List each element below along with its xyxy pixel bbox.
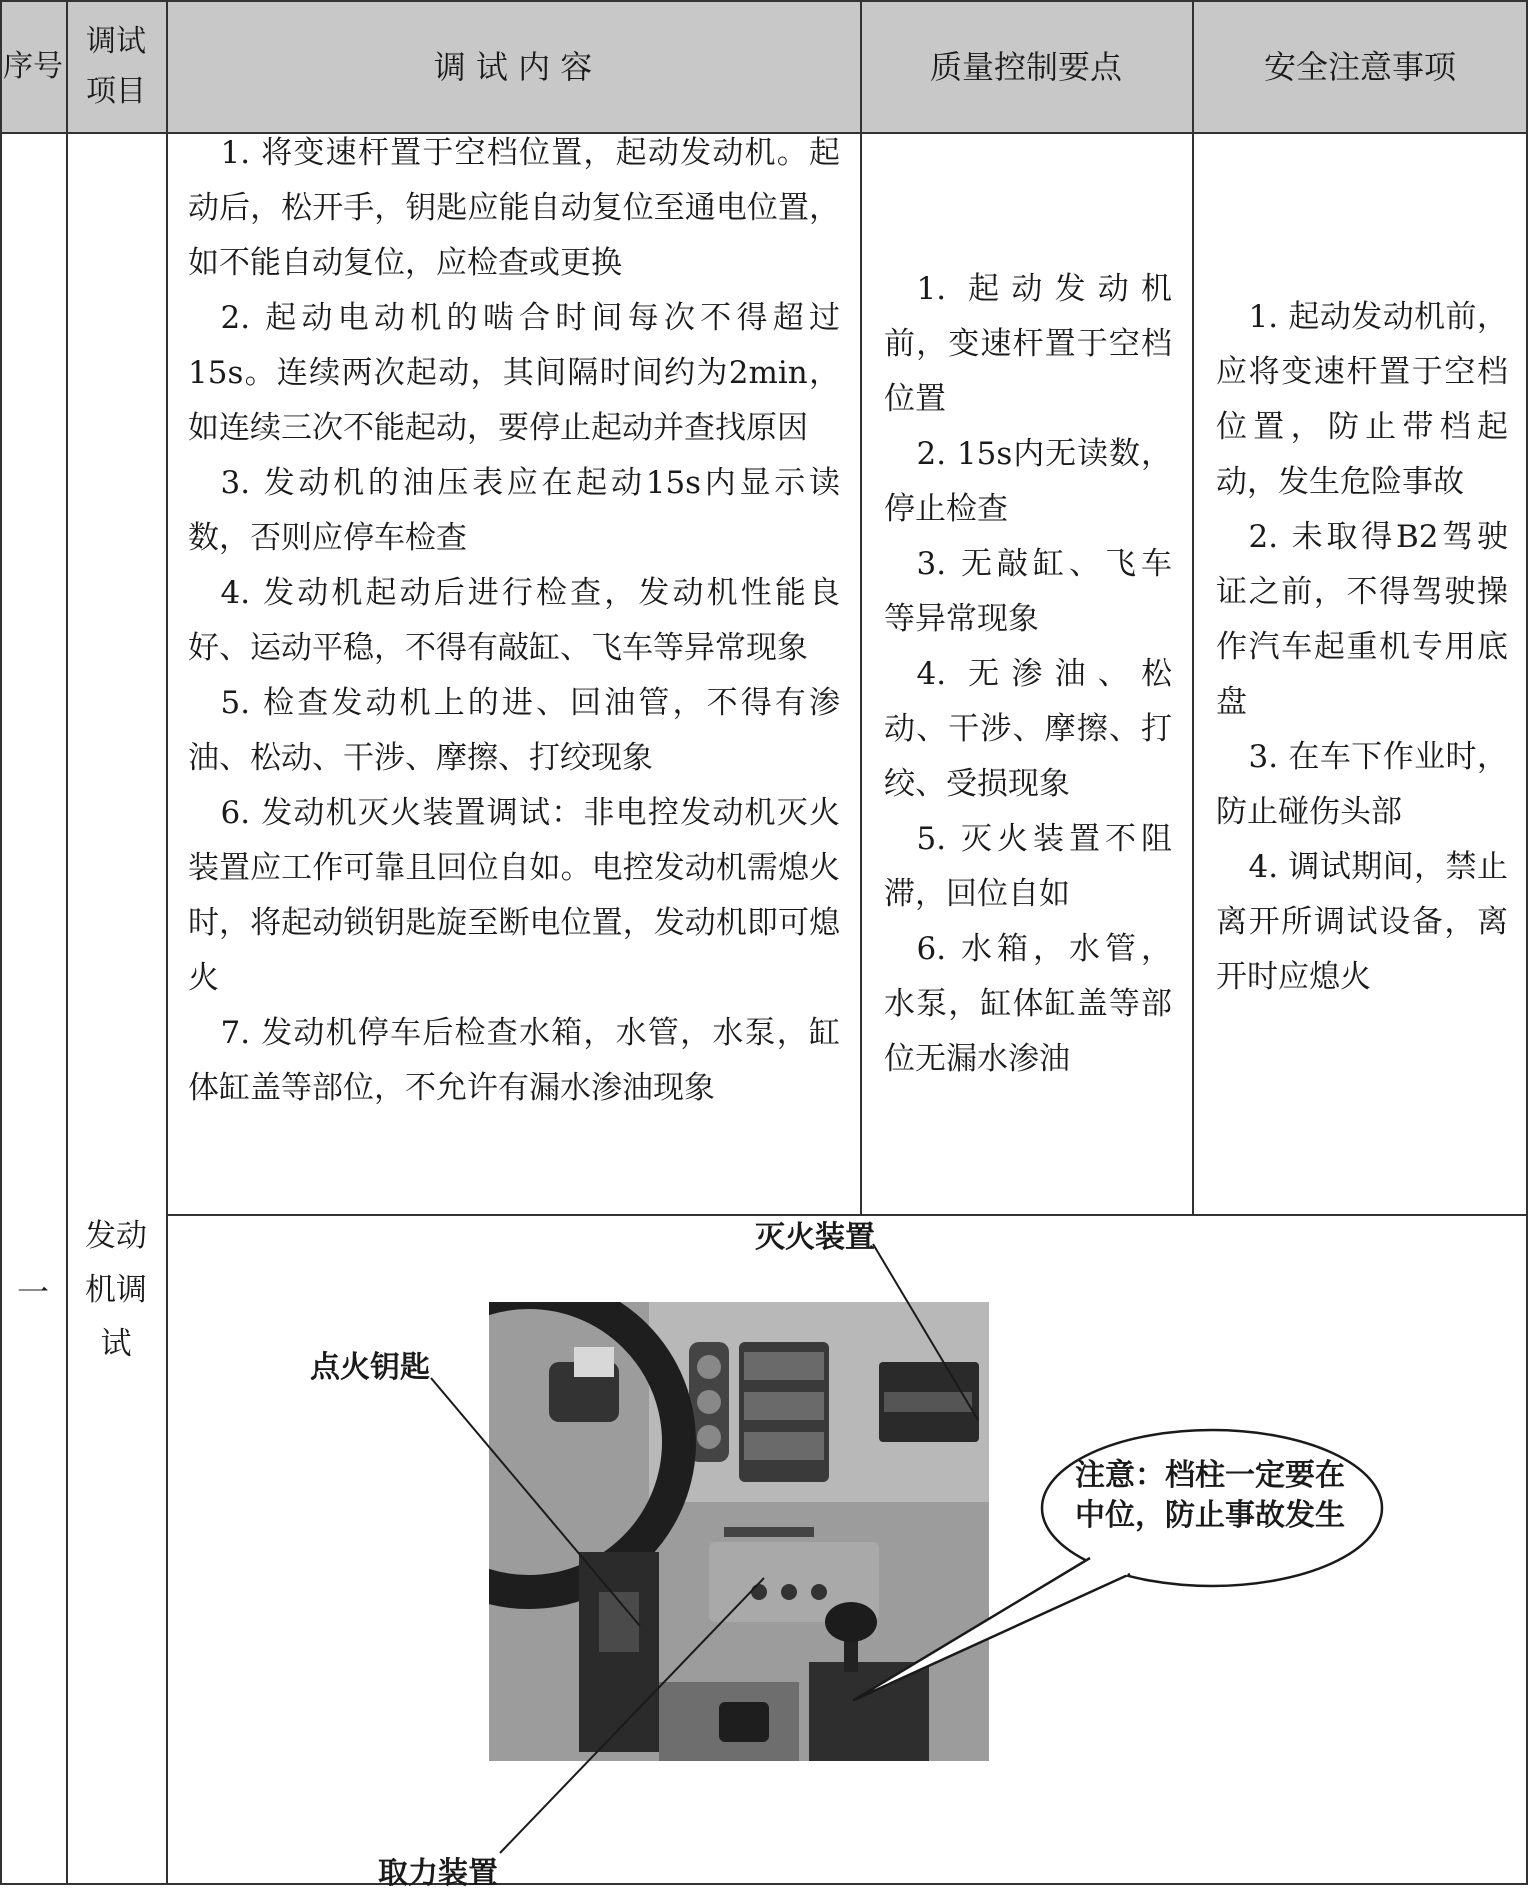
content-step-4: 4. 发动机起动后进行检查，发动机性能良好、运动平稳，不得有敲缸、飞车等异常现象 — [188, 575, 840, 666]
safety-note-4: 4. 调试期间，禁止离开所调试设备，离开时应熄火 — [1216, 849, 1508, 995]
quality-point-4: 4. 无渗油、松动、干涉、摩擦、打绞、受损现象 — [884, 656, 1172, 802]
safety-note-3: 3. 在车下作业时，防止碰伤头部 — [1216, 739, 1508, 830]
safety-note-2: 2. 未取得B2驾驶证之前，不得驾驶操作汽车起重机专用底盘 — [1216, 519, 1508, 720]
header-quality: 质量控制要点 — [860, 0, 1192, 134]
quality-point-2: 2. 15s内无读数，停止检查 — [884, 436, 1172, 527]
label-pto: 取力装置 — [378, 1856, 498, 1891]
content-step-6: 6. 发动机灭火装置调试：非电控发动机灭火装置应工作可靠且回位自如。电控发动机需熄火时，将起动锁钥匙旋至断电位置，发动机即可熄火 — [188, 795, 840, 996]
content-step-3: 3. 发动机的油压表应在起动15s内显示读数，否则应停车检查 — [188, 465, 840, 556]
label-extinguisher: 灭火装置 — [755, 1220, 875, 1255]
header-content: 调 试 内 容 — [166, 0, 860, 134]
content-step-2: 2. 起动电动机的啮合时间每次不得超过15s。连续两次起动，其间隔时间约为2min，如连续三次不能起动，要停止起动并查找原因 — [188, 300, 840, 446]
quality-point-6: 6. 水箱，水管，水泵，缸体缸盖等部位无漏水渗油 — [884, 931, 1172, 1077]
bubble-line-1: 注意：档柱一定要在 — [1075, 1458, 1345, 1493]
content-step-5: 5. 检查发动机上的进、回油管，不得有渗油、松动、干涉、摩擦、打绞现象 — [188, 685, 840, 776]
quality-point-1: 1. 起动发动机前，变速杆置于空档位置 — [884, 271, 1172, 417]
header-safety: 安全注意事项 — [1192, 0, 1528, 134]
row-seq: 一 — [16, 1272, 49, 1311]
label-ignition-key: 点火钥匙 — [310, 1350, 430, 1385]
row-item: 发动机调试 — [85, 1217, 147, 1362]
header-item: 调试项目 — [66, 0, 166, 134]
content-step-7: 7. 发动机停车后检查水箱，水管，水泵，缸体缸盖等部位，不允许有漏水渗油现象 — [188, 1015, 840, 1106]
quality-point-3: 3. 无敲缸、飞车等异常现象 — [884, 546, 1172, 637]
quality-point-5: 5. 灭火装置不阻滞，回位自如 — [884, 821, 1172, 912]
content-step-1: 1. 将变速杆置于空档位置，起动发动机。起动后，松开手，钥匙应能自动复位至通电位置，如不能自动复位，应检查或更换 — [188, 135, 840, 281]
safety-note-1: 1. 起动发动机前，应将变速杆置于空档位置，防止带档起动，发生危险事故 — [1216, 299, 1508, 500]
header-seq: 序号 — [0, 0, 66, 134]
bubble-line-2: 中位，防止事故发生 — [1075, 1498, 1345, 1533]
